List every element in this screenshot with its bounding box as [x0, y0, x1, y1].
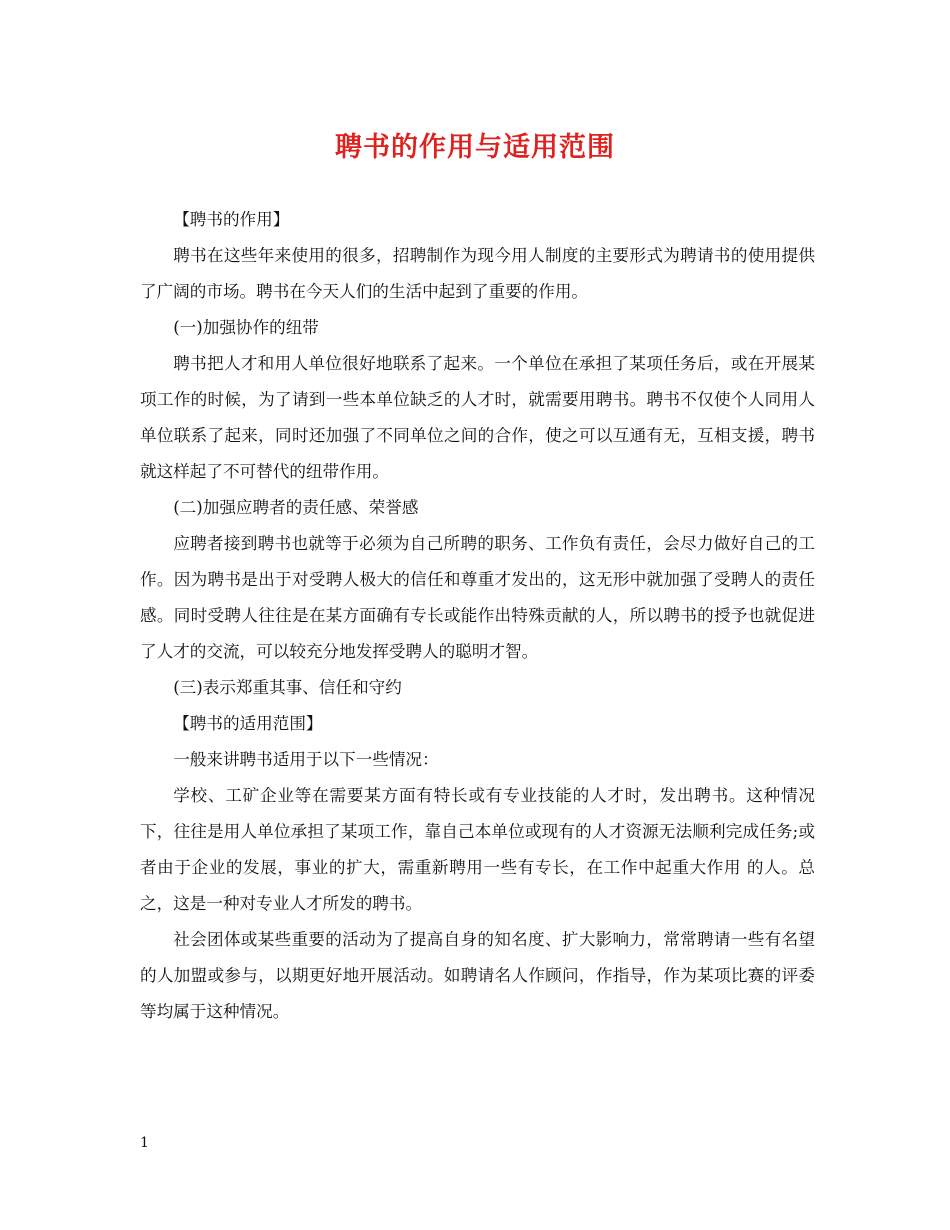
paragraph-link: 聘书把人才和用人单位很好地联系了起来。一个单位在承担了某项任务后，或在开展某项工作的时候，为了请到一些本单位缺乏的人才时，就需要用聘书。聘书不仅使个人同用人单位联系了起来，同时还加强了不同单位之间的合作，使之可以互通有无，互相支援，聘书就这样起了不可替代的纽带作用。: [140, 354, 815, 481]
paragraph-scope-schools: 学校、工矿企业等在需要某方面有特长或有专业技能的人才时，发出聘书。这种情况下，往往是用人单位承担了某项工作，靠自己本单位或现有的人才资源无法顺利完成任务;或者由于企业的发展，事业的扩大，需重新聘用一些有专长，在工作中起重大作用 的人。总之，这是一种对专业人才所发的聘书。: [140, 786, 815, 913]
subheading-1: (一)加强协作的纽带: [173, 318, 319, 337]
document-body: [140, 202, 815, 1030]
paragraph-intro: 聘书在这些年来使用的很多，招聘制作为现今用人制度的主要形式为聘请书的使用提供了广阔的市场。聘书在今天人们的生活中起到了重要的作用。: [140, 246, 815, 301]
section-heading-scope: 【聘书的适用范围】: [173, 714, 323, 733]
subheading-2: (二)加强应聘者的责任感、荣誉感: [173, 498, 419, 517]
page-number: 1: [140, 1135, 149, 1151]
document-title: 聘书的作用与适用范围: [335, 132, 615, 163]
subheading-3: (三)表示郑重其事、信任和守约: [173, 678, 402, 697]
section-heading-function: 【聘书的作用】: [173, 210, 290, 229]
paragraph-scope-groups: 社会团体或某些重要的活动为了提高自身的知名度、扩大影响力，常常聘请一些有名望的人加盟或参与，以期更好地开展活动。如聘请名人作顾问，作指导，作为某项比赛的评委等均属于这种情况。: [140, 930, 815, 1021]
paragraph-responsibility: 应聘者接到聘书也就等于必须为自己所聘的职务、工作负有责任，会尽力做好自己的工作。因为聘书是出于对受聘人极大的信任和尊重才发出的，这无形中就加强了受聘人的责任感。同时受聘人往往是在某方面确有专长或能作出特殊贡献的人，所以聘书的授予也就促进了人才的交流，可以较充分地发挥受聘人的聪明才智。: [140, 534, 815, 661]
paragraph-scope-intro: 一般来讲聘书适用于以下一些情况：: [173, 750, 439, 769]
